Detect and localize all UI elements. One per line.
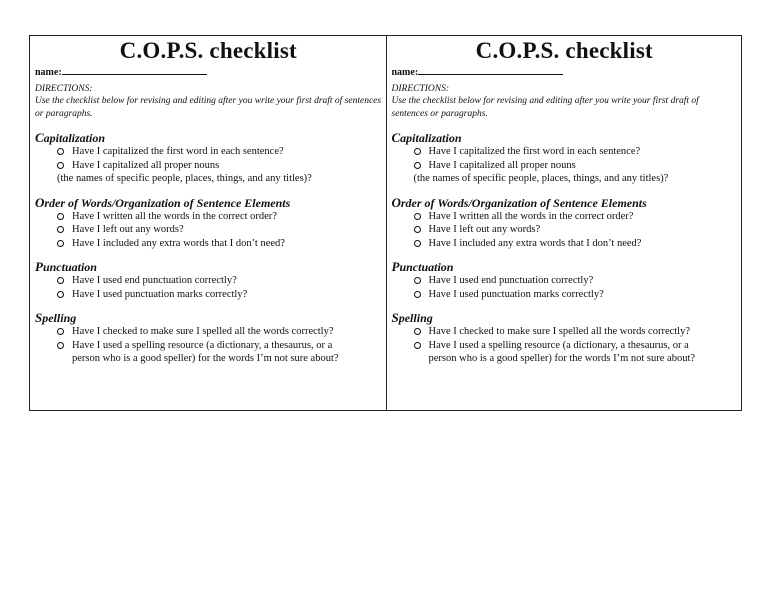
circle-checkbox-icon[interactable] [414, 148, 421, 155]
circle-checkbox-icon[interactable] [57, 148, 64, 155]
circle-checkbox-icon[interactable] [414, 162, 421, 169]
checklist-item[interactable]: Have I checked to make sure I spelled all the words correctly? [414, 325, 738, 339]
checklist-item[interactable]: Have I capitalized all proper nouns [414, 159, 738, 173]
circle-checkbox-icon[interactable] [57, 240, 64, 247]
checklist-item[interactable]: Have I left out any words? [414, 223, 738, 237]
name-row [392, 65, 738, 79]
directions-heading: DIRECTIONS: [391, 84, 450, 94]
card-title: C.O.P.S. checklist [119, 38, 297, 63]
item-continuation: person who is a good speller) for the words I’m not sure about? [72, 353, 339, 364]
circle-checkbox-icon[interactable] [414, 277, 421, 284]
circle-checkbox-icon[interactable] [414, 226, 421, 233]
section-capitalization [392, 131, 738, 186]
checklist-item[interactable]: Have I used end punctuation correctly? [414, 274, 738, 288]
item-continuation: person who is a good speller) for the words I’m not sure about? [428, 353, 696, 364]
checklist-card-left [30, 36, 386, 410]
circle-checkbox-icon[interactable] [414, 328, 421, 335]
checklist-sheet [29, 35, 742, 411]
name-label: name: [391, 67, 419, 78]
checklist-item[interactable]: Have I used a spelling resource (a dictionary, a thesaurus, or a person who is a good speller) for the words I’m not sure about? [414, 339, 738, 366]
checklist-item[interactable]: Have I capitalized the first word in each sentence? [414, 145, 738, 159]
section-order-of-words [392, 196, 738, 251]
section-order-of-words [35, 196, 382, 251]
circle-checkbox-icon[interactable] [414, 291, 421, 298]
checklist-item[interactable]: Have I used end punctuation correctly? [57, 274, 382, 288]
name-label: name: [35, 67, 62, 78]
name-row [35, 65, 382, 79]
circle-checkbox-icon[interactable] [57, 213, 64, 220]
circle-checkbox-icon[interactable] [57, 226, 64, 233]
circle-checkbox-icon[interactable] [57, 342, 64, 349]
checklist-item[interactable]: Have I written all the words in the correct order? [57, 210, 382, 224]
card-title: C.O.P.S. checklist [475, 38, 653, 63]
checklist-item[interactable]: Have I used punctuation marks correctly? [57, 288, 382, 302]
checklist-item[interactable]: Have I capitalized the first word in each sentence? [57, 145, 382, 159]
circle-checkbox-icon[interactable] [414, 213, 421, 220]
checklist-item[interactable]: Have I written all the words in the correct order? [414, 210, 738, 224]
section-title: Punctuation [391, 259, 454, 274]
item-continuation: (the names of specific people, places, things, and any titles)? [57, 173, 312, 184]
checklist-item[interactable]: Have I left out any words? [57, 223, 382, 237]
circle-checkbox-icon[interactable] [57, 291, 64, 298]
circle-checkbox-icon[interactable] [414, 240, 421, 247]
checklist-item[interactable]: Have I capitalized all proper nouns [57, 159, 382, 173]
section-capitalization [35, 131, 382, 186]
section-title: Capitalization [35, 130, 106, 145]
directions-text: Use the checklist below for revising and editing after you write your first draft of sentences or paragraphs. [35, 96, 382, 119]
item-continuation: (the names of specific people, places, things, and any titles)? [413, 173, 669, 184]
circle-checkbox-icon[interactable] [57, 277, 64, 284]
section-punctuation [35, 260, 382, 301]
name-field[interactable] [62, 65, 207, 75]
section-title: Spelling [391, 310, 433, 325]
circle-checkbox-icon[interactable] [57, 162, 64, 169]
directions-text: Use the checklist below for revising and editing after you write your first draft of sentences or paragraphs. [391, 96, 699, 119]
section-punctuation [392, 260, 738, 301]
checklist-item[interactable]: Have I used a spelling resource (a dictionary, a thesaurus, or a person who is a good speller) for the words I’m not sure about? [57, 339, 382, 366]
section-title: Capitalization [391, 130, 462, 145]
section-title: Punctuation [35, 259, 97, 274]
section-title: Spelling [35, 310, 77, 325]
section-title: Order of Words/Organization of Sentence Elements [35, 194, 291, 210]
circle-checkbox-icon[interactable] [57, 328, 64, 335]
directions-heading: DIRECTIONS: [35, 84, 93, 94]
checklist-item[interactable]: Have I checked to make sure I spelled all the words correctly? [57, 325, 382, 339]
checklist-item[interactable]: Have I included any extra words that I don’t need? [57, 237, 382, 251]
checklist-card-right [386, 36, 742, 410]
section-title: Order of Words/Organization of Sentence Elements [391, 194, 647, 210]
section-spelling [35, 311, 382, 366]
section-spelling [392, 311, 738, 366]
checklist-item[interactable]: Have I included any extra words that I don’t need? [414, 237, 738, 251]
circle-checkbox-icon[interactable] [414, 342, 421, 349]
name-field[interactable] [418, 65, 563, 75]
checklist-item[interactable]: Have I used punctuation marks correctly? [414, 288, 738, 302]
